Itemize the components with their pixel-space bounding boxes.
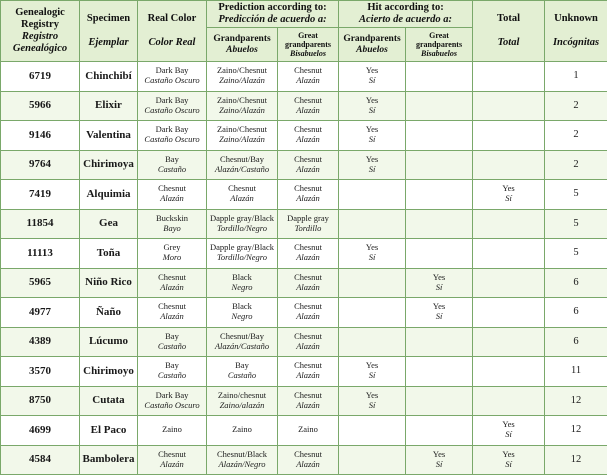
header-pred-grandparents (207, 28, 278, 62)
table-row (1, 298, 607, 328)
pred-grandparents-cell-en: Zaino/chesnut (217, 389, 267, 400)
specimen-cell: Gea (80, 209, 138, 239)
pred-grandparents-cell-es: Castaño (227, 370, 257, 381)
pred-grandparents-cell-es: Alazán/Castaño (214, 340, 270, 351)
hit-great-cell (406, 209, 473, 239)
pred-great-cell-en: Chesnut (294, 65, 322, 76)
total-cell (473, 180, 545, 210)
unknown-cell: 12 (545, 386, 607, 416)
total-cell (473, 239, 545, 269)
pred-great-cell-en: Chesnut (294, 124, 322, 135)
specimen-cell: Chirimoya (80, 150, 138, 180)
pred-great-cell-es: Alazán (296, 104, 320, 115)
hit-great-cell (406, 357, 473, 387)
total-cell-es: Sí (505, 429, 512, 440)
header-total (473, 1, 545, 62)
pred-grandparents-cell-es: Zaino/Alazán (219, 134, 265, 145)
registry-cell: 3570 (1, 357, 80, 387)
table-row (1, 416, 607, 446)
header-pred-great-label1: Great (298, 30, 318, 40)
real-color-cell (138, 298, 207, 328)
specimen-cell: Toña (80, 239, 138, 269)
pred-grandparents-cell-en: Chesnut/Bay (220, 153, 264, 164)
pred-grandparents-cell-en: Zaino/Chesnut (216, 65, 268, 76)
pred-great-cell-es: Alazán (296, 340, 320, 351)
header-hit-grandparents (339, 28, 406, 62)
real-color-cell-es: Alazán (160, 458, 184, 469)
hit-grandparents-cell (339, 298, 406, 328)
pred-grandparents-cell (207, 239, 278, 269)
total-cell-es: Sí (505, 458, 512, 469)
pred-grandparents-cell (207, 209, 278, 239)
registry-cell: 4699 (1, 416, 80, 446)
pred-grandparents-cell-en: Zaino (232, 424, 252, 435)
pred-grandparents-cell (207, 150, 278, 180)
registry-cell: 5965 (1, 268, 80, 298)
table-row (1, 268, 607, 298)
pred-great-cell-en: Chesnut (294, 360, 322, 371)
pred-grandparents-cell (207, 327, 278, 357)
hit-grandparents-cell-es: Sí (368, 252, 376, 263)
pred-great-cell-en: Chesnut (294, 153, 322, 164)
real-color-cell-es: Castaño (157, 340, 187, 351)
real-color-cell (138, 91, 207, 121)
header-hit-great (406, 28, 473, 62)
pred-grandparents-cell-en: Zaino/Chesnut (216, 94, 268, 105)
hit-great-cell-en: Yes (432, 301, 446, 312)
hit-grandparents-cell (339, 209, 406, 239)
registry-cell: 4584 (1, 445, 80, 475)
hit-grandparents-cell (339, 150, 406, 180)
real-color-cell (138, 416, 207, 446)
pred-great-cell-es: Alazán (296, 252, 320, 263)
pred-great-cell (278, 239, 339, 269)
header-hit-great-label2: grandparents (415, 39, 463, 49)
header-unknown (545, 1, 607, 62)
pred-grandparents-cell-es: Tordillo/Negro (216, 222, 268, 233)
specimen-cell: Elixir (80, 91, 138, 121)
real-color-cell-en: Bay (165, 153, 179, 164)
header-unknown-es: Incógnitas (552, 37, 600, 49)
hit-grandparents-cell (339, 327, 406, 357)
table-row (1, 239, 607, 269)
unknown-cell: 6 (545, 298, 607, 328)
pred-great-cell-en: Dapple gray (287, 212, 329, 223)
pred-grandparents-cell-en: Black (232, 271, 252, 282)
pred-great-cell (278, 180, 339, 210)
real-color-cell-en: Dark Bay (155, 94, 189, 105)
header-unknown-label: Unknown (554, 12, 598, 24)
specimen-cell: Bambolera (80, 445, 138, 475)
pred-great-cell-es: Alazán (296, 311, 320, 322)
hit-grandparents-cell-es: Sí (368, 163, 376, 174)
real-color-cell (138, 209, 207, 239)
real-color-cell (138, 327, 207, 357)
total-cell (473, 62, 545, 92)
real-color-cell-en: Dark Bay (155, 65, 189, 76)
registry-cell: 6719 (1, 62, 80, 92)
table-row (1, 62, 607, 92)
pred-great-cell-es: Alazán (296, 281, 320, 292)
header-pred-great-es: Bisabuelos (290, 49, 327, 59)
real-color-cell (138, 150, 207, 180)
table-row (1, 386, 607, 416)
pred-grandparents-cell-en: Black (232, 301, 252, 312)
hit-grandparents-cell (339, 386, 406, 416)
header-hit (339, 1, 473, 28)
registry-cell: 4389 (1, 327, 80, 357)
specimen-cell: Chirimoyo (80, 357, 138, 387)
header-pred-grandparents-es: Abuelos (226, 44, 258, 55)
real-color-cell (138, 239, 207, 269)
pred-grandparents-cell-es: Negro (231, 281, 253, 292)
header-hit-label: Hit according to: (367, 1, 444, 13)
table-row (1, 91, 607, 121)
hit-great-cell (406, 91, 473, 121)
real-color-cell-en: Bay (165, 360, 179, 371)
pred-grandparents-cell (207, 416, 278, 446)
real-color-cell (138, 62, 207, 92)
pred-great-cell-en: Chesnut (294, 183, 322, 194)
header-pred-great-label2: grandparents (284, 39, 332, 49)
hit-great-cell (406, 121, 473, 151)
hit-great-cell (406, 416, 473, 446)
pred-grandparents-cell-en: Dapple gray/Black (210, 242, 274, 253)
pred-grandparents-cell-en: Chesnut (228, 183, 256, 194)
real-color-cell-en: Chesnut (158, 448, 186, 459)
pred-great-cell (278, 416, 339, 446)
specimen-cell: Cutata (80, 386, 138, 416)
pred-grandparents-cell (207, 298, 278, 328)
pred-grandparents-cell-en: Chesnut/Bay (220, 330, 264, 341)
real-color-cell-en: Dark Bay (155, 124, 189, 135)
hit-grandparents-cell-en: Yes (365, 242, 379, 253)
real-color-cell (138, 357, 207, 387)
real-color-cell-es: Castaño Oscuro (144, 104, 200, 115)
unknown-cell: 5 (545, 209, 607, 239)
total-cell (473, 386, 545, 416)
unknown-cell: 6 (545, 268, 607, 298)
registry-cell: 9764 (1, 150, 80, 180)
hit-grandparents-cell-es: Sí (368, 104, 376, 115)
total-cell (473, 445, 545, 475)
hit-grandparents-cell-es: Sí (368, 399, 376, 410)
unknown-cell: 2 (545, 150, 607, 180)
header-pred-grandparents-label: Grandparents (213, 33, 271, 44)
total-cell (473, 209, 545, 239)
hit-grandparents-cell-en: Yes (365, 389, 379, 400)
registry-cell: 4977 (1, 298, 80, 328)
header-specimen (80, 1, 138, 62)
pred-grandparents-cell (207, 121, 278, 151)
total-cell (473, 327, 545, 357)
header-prediction-es: Predicción de acuerdo a: (218, 14, 327, 25)
pred-grandparents-cell (207, 445, 278, 475)
pred-grandparents-cell-es: Zaino/Alazán (219, 104, 265, 115)
pred-great-cell (278, 445, 339, 475)
pred-grandparents-cell-es: Zaino/alazán (219, 399, 265, 410)
total-cell-es: Sí (505, 193, 512, 204)
pred-great-cell-en: Chesnut (294, 448, 322, 459)
header-real-color-label: Real Color (147, 12, 197, 24)
registry-cell: 9146 (1, 121, 80, 151)
specimen-cell: Ñaño (80, 298, 138, 328)
hit-great-cell (406, 327, 473, 357)
real-color-cell (138, 268, 207, 298)
header-specimen-es: Ejemplar (88, 37, 129, 49)
hit-great-cell (406, 298, 473, 328)
pred-grandparents-cell (207, 180, 278, 210)
pred-great-cell-es: Alazán (296, 370, 320, 381)
real-color-cell (138, 121, 207, 151)
pred-grandparents-cell-en: Bay (235, 360, 249, 371)
pred-great-cell (278, 209, 339, 239)
pred-grandparents-cell-en: Dapple gray/Black (210, 212, 274, 223)
pred-grandparents-cell-es: Alazán/Castaño (214, 163, 270, 174)
hit-grandparents-cell (339, 268, 406, 298)
real-color-cell-en: Grey (163, 242, 181, 253)
header-hit-grandparents-es: Abuelos (356, 44, 388, 55)
pred-great-cell (278, 298, 339, 328)
header-specimen-label: Specimen (86, 12, 131, 24)
total-cell (473, 150, 545, 180)
pred-great-cell-en: Chesnut (294, 242, 322, 253)
header-total-es: Total (497, 37, 520, 49)
hit-great-cell-es: Sí (435, 311, 443, 322)
hit-great-cell (406, 268, 473, 298)
hit-great-cell-es: Sí (435, 458, 443, 469)
hit-great-cell (406, 62, 473, 92)
real-color-cell-en: Chesnut (158, 301, 186, 312)
unknown-cell: 1 (545, 62, 607, 92)
pred-grandparents-cell-en: Zaino/Chesnut (216, 124, 268, 135)
unknown-cell: 5 (545, 180, 607, 210)
pred-grandparents-cell-en: Chesnut/Black (216, 448, 268, 459)
hit-great-cell (406, 386, 473, 416)
pred-great-cell-es: Tordillo (294, 222, 322, 233)
total-cell (473, 298, 545, 328)
pred-great-cell-en: Chesnut (294, 94, 322, 105)
registry-cell: 8750 (1, 386, 80, 416)
hit-grandparents-cell (339, 121, 406, 151)
header-hit-es: Acierto de acuerdo a: (359, 14, 453, 25)
header-registry-label1: Genealogic (15, 6, 65, 18)
header-real-color (138, 1, 207, 62)
unknown-cell: 2 (545, 91, 607, 121)
hit-grandparents-cell-en: Yes (365, 124, 379, 135)
total-cell (473, 268, 545, 298)
hit-great-cell-en: Yes (432, 448, 446, 459)
hit-grandparents-cell (339, 62, 406, 92)
real-color-cell-en: Chesnut (158, 271, 186, 282)
registry-cell: 11854 (1, 209, 80, 239)
header-registry (1, 1, 80, 62)
pred-great-cell (278, 121, 339, 151)
pred-grandparents-cell-es: Tordillo/Negro (216, 252, 268, 263)
pred-great-cell-en: Chesnut (294, 301, 322, 312)
registry-cell: 5966 (1, 91, 80, 121)
pred-grandparents-cell (207, 62, 278, 92)
hit-grandparents-cell (339, 91, 406, 121)
unknown-cell: 6 (545, 327, 607, 357)
table-row (1, 357, 607, 387)
pred-great-cell (278, 268, 339, 298)
pred-grandparents-cell (207, 268, 278, 298)
pred-grandparents-cell-es: Negro (231, 311, 253, 322)
hit-great-cell (406, 180, 473, 210)
unknown-cell: 2 (545, 121, 607, 151)
pred-grandparents-cell (207, 386, 278, 416)
real-color-cell-es: Moro (162, 252, 182, 263)
real-color-cell-es: Alazán (160, 193, 184, 204)
hit-grandparents-cell (339, 445, 406, 475)
pred-great-cell-en: Zaino (298, 424, 318, 435)
specimen-cell: Alquimia (80, 180, 138, 210)
table-row (1, 209, 607, 239)
real-color-cell-es: Castaño Oscuro (144, 399, 200, 410)
hit-grandparents-cell-en: Yes (365, 360, 379, 371)
total-cell (473, 121, 545, 151)
pred-great-cell (278, 327, 339, 357)
pred-grandparents-cell (207, 357, 278, 387)
registry-cell: 11113 (1, 239, 80, 269)
pred-great-cell-es: Alazán (296, 163, 320, 174)
real-color-cell-en: Dark Bay (155, 389, 189, 400)
header-registry-label2: Registry (21, 18, 59, 30)
real-color-cell-es: Alazán (160, 281, 184, 292)
hit-great-cell-en: Yes (432, 271, 446, 282)
hit-grandparents-cell (339, 416, 406, 446)
pred-grandparents-cell-es: Zaino/Alazán (219, 75, 265, 86)
hit-grandparents-cell (339, 357, 406, 387)
header-hit-great-label1: Great (429, 30, 449, 40)
hit-grandparents-cell (339, 180, 406, 210)
real-color-cell-es: Alazán (160, 311, 184, 322)
total-cell-en: Yes (502, 448, 515, 459)
table-row (1, 121, 607, 151)
real-color-cell-es: Castaño Oscuro (144, 134, 200, 145)
hit-great-cell-es: Sí (435, 281, 443, 292)
header-hit-grandparents-label: Grandparents (343, 33, 401, 44)
unknown-cell: 5 (545, 239, 607, 269)
pred-great-cell (278, 150, 339, 180)
pred-great-cell-es: Alazán (296, 134, 320, 145)
table-row (1, 445, 607, 475)
pred-great-cell (278, 357, 339, 387)
total-cell-en: Yes (502, 419, 515, 430)
real-color-cell-en: Bay (165, 330, 179, 341)
hit-grandparents-cell-es: Sí (368, 134, 376, 145)
header-prediction-label: Prediction according to: (218, 1, 327, 13)
header-registry-es1: Registro (21, 31, 59, 42)
hit-grandparents-cell-es: Sí (368, 75, 376, 86)
pred-great-cell (278, 386, 339, 416)
hit-great-cell (406, 239, 473, 269)
real-color-cell-es: Castaño (157, 370, 187, 381)
specimen-cell: Lúcumo (80, 327, 138, 357)
pred-great-cell-es: Alazán (296, 399, 320, 410)
pred-grandparents-cell (207, 91, 278, 121)
specimen-cell: Valentina (80, 121, 138, 151)
pred-great-cell-es: Alazán (296, 458, 320, 469)
real-color-cell-en: Chesnut (158, 183, 186, 194)
hit-grandparents-cell-en: Yes (365, 65, 379, 76)
specimen-cell: El Paco (80, 416, 138, 446)
pred-great-cell-en: Chesnut (294, 271, 322, 282)
hit-grandparents-cell (339, 239, 406, 269)
real-color-cell (138, 386, 207, 416)
unknown-cell: 12 (545, 416, 607, 446)
hit-great-cell (406, 150, 473, 180)
header-total-label: Total (497, 12, 520, 24)
pred-grandparents-cell-es: Alazán (230, 193, 254, 204)
table-row (1, 150, 607, 180)
real-color-cell (138, 180, 207, 210)
total-cell (473, 416, 545, 446)
pred-great-cell-es: Alazán (296, 75, 320, 86)
header-real-color-es: Color Real (148, 37, 196, 49)
hit-grandparents-cell-en: Yes (365, 153, 379, 164)
real-color-cell-en: Buckskin (155, 212, 189, 223)
pred-grandparents-cell-es: Alazán/Negro (218, 458, 266, 469)
real-color-cell-en: Zaino (162, 424, 182, 435)
specimen-cell: Niño Rico (80, 268, 138, 298)
hit-great-cell (406, 445, 473, 475)
header-registry-es2: Genealógico (12, 43, 68, 55)
real-color-cell-es: Castaño (157, 163, 187, 174)
hit-grandparents-cell-es: Sí (368, 370, 376, 381)
table-row (1, 327, 607, 357)
header-hit-great-es: Bisabuelos (421, 49, 458, 59)
pred-great-cell-en: Chesnut (294, 389, 322, 400)
hit-grandparents-cell-en: Yes (365, 94, 379, 105)
table-row (1, 180, 607, 210)
unknown-cell: 11 (545, 357, 607, 387)
total-cell (473, 357, 545, 387)
header-pred-great (278, 28, 339, 62)
pred-great-cell (278, 91, 339, 121)
real-color-cell-es: Castaño Oscuro (144, 75, 200, 86)
unknown-cell: 12 (545, 445, 607, 475)
real-color-cell-es: Bayo (163, 222, 181, 233)
header-prediction (207, 1, 339, 28)
registry-cell: 7419 (1, 180, 80, 210)
pred-great-cell-es: Alazán (296, 193, 320, 204)
specimen-cell: Chinchibí (80, 62, 138, 92)
total-cell-en: Yes (502, 183, 515, 194)
real-color-cell (138, 445, 207, 475)
pred-great-cell (278, 62, 339, 92)
pred-great-cell-en: Chesnut (294, 330, 322, 341)
total-cell (473, 91, 545, 121)
